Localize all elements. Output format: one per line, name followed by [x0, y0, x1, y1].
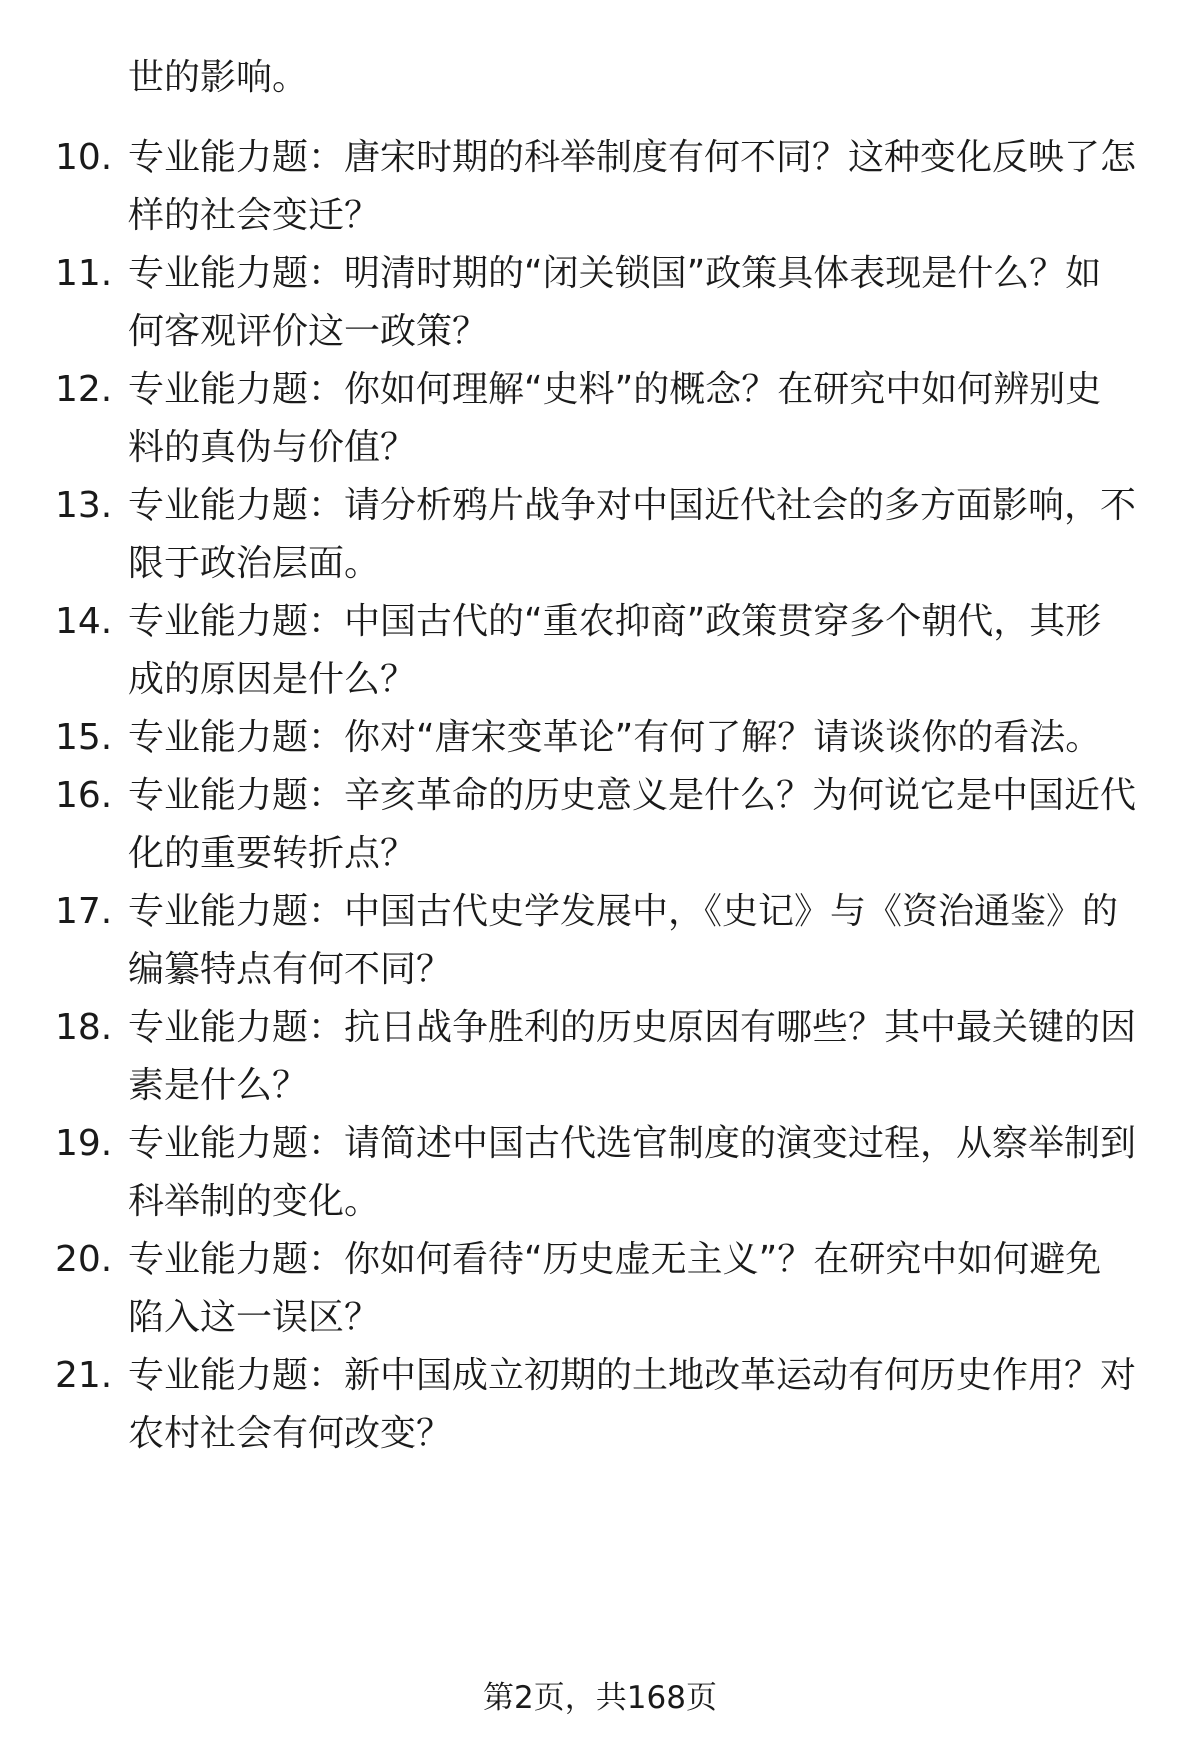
- item-text-line: 专业能力题：你如何理解“史料”的概念？在研究中如何辨别史: [128, 369, 1102, 410]
- item-text-line: 素是什么？: [128, 1065, 309, 1106]
- continuation-text: 世的影响。: [128, 57, 309, 98]
- list-item: [0, 366, 1200, 476]
- list-item: [0, 1120, 1200, 1230]
- item-text-line: 何客观评价这一政策？: [128, 311, 489, 352]
- item-number: 21.: [55, 1355, 113, 1396]
- item-text-line: 化的重要转折点？: [128, 833, 417, 874]
- item-number: 14.: [55, 601, 113, 642]
- item-text-line: 陷入这一误区？: [128, 1297, 381, 1338]
- item-number: 13.: [55, 485, 113, 526]
- item-text-line: 专业能力题：新中国成立初期的土地改革运动有何历史作用？对: [128, 1355, 1137, 1396]
- item-number: 19.: [55, 1123, 113, 1164]
- list-item: [0, 1236, 1200, 1346]
- list-item: [0, 772, 1200, 882]
- item-text-line: 科举制的变化。: [128, 1181, 381, 1222]
- list-item: [0, 1004, 1200, 1114]
- list-item: [0, 714, 1200, 766]
- item-text-line: 样的社会变迁？: [128, 195, 381, 236]
- list-item: [0, 598, 1200, 708]
- list-item: [0, 888, 1200, 998]
- item-text-line: 专业能力题：抗日战争胜利的历史原因有哪些？其中最关键的因: [128, 1007, 1137, 1048]
- item-text-line: 专业能力题：中国古代的“重农抑商”政策贯穿多个朝代，其形: [128, 601, 1102, 642]
- item-text-line: 成的原因是什么？: [128, 659, 417, 700]
- item-number: 17.: [55, 891, 113, 932]
- item-text-line: 限于政治层面。: [128, 543, 381, 584]
- list-item: [0, 482, 1200, 592]
- list-item: [0, 1352, 1200, 1462]
- item-number: 20.: [55, 1239, 113, 1280]
- list-item: [0, 250, 1200, 360]
- item-number: 12.: [55, 369, 113, 410]
- item-number: 10.: [55, 137, 113, 178]
- item-text-line: 专业能力题：唐宋时期的科举制度有何不同？这种变化反映了怎: [128, 137, 1137, 178]
- item-number: 18.: [55, 1007, 113, 1048]
- item-text-line: 专业能力题：你对“唐宋变革论”有何了解？请谈谈你的看法。: [128, 717, 1102, 758]
- page-footer: 第2页，共168页: [483, 1680, 717, 1716]
- item-number: 16.: [55, 775, 113, 816]
- item-text-line: 料的真伪与价值？: [128, 427, 417, 468]
- item-number: 15.: [55, 717, 113, 758]
- item-text-line: 编纂特点有何不同？: [128, 949, 453, 990]
- item-text-line: 专业能力题：明清时期的“闭关锁国”政策具体表现是什么？如: [128, 253, 1102, 294]
- item-text-line: 专业能力题：请分析鸦片战争对中国近代社会的多方面影响，不: [128, 485, 1137, 526]
- item-number: 11.: [55, 253, 113, 294]
- item-text-line: 专业能力题：你如何看待“历史虚无主义”？在研究中如何避免: [128, 1239, 1102, 1280]
- item-text-line: 农村社会有何改变？: [128, 1413, 453, 1454]
- list-item: [0, 134, 1200, 244]
- item-text-line: 专业能力题：辛亥革命的历史意义是什么？为何说它是中国近代: [128, 775, 1137, 816]
- item-text-line: 专业能力题：中国古代史学发展中，《史记》与《资治通鉴》的: [128, 891, 1119, 932]
- item-text-line: 专业能力题：请简述中国古代选官制度的演变过程，从察举制到: [128, 1123, 1137, 1164]
